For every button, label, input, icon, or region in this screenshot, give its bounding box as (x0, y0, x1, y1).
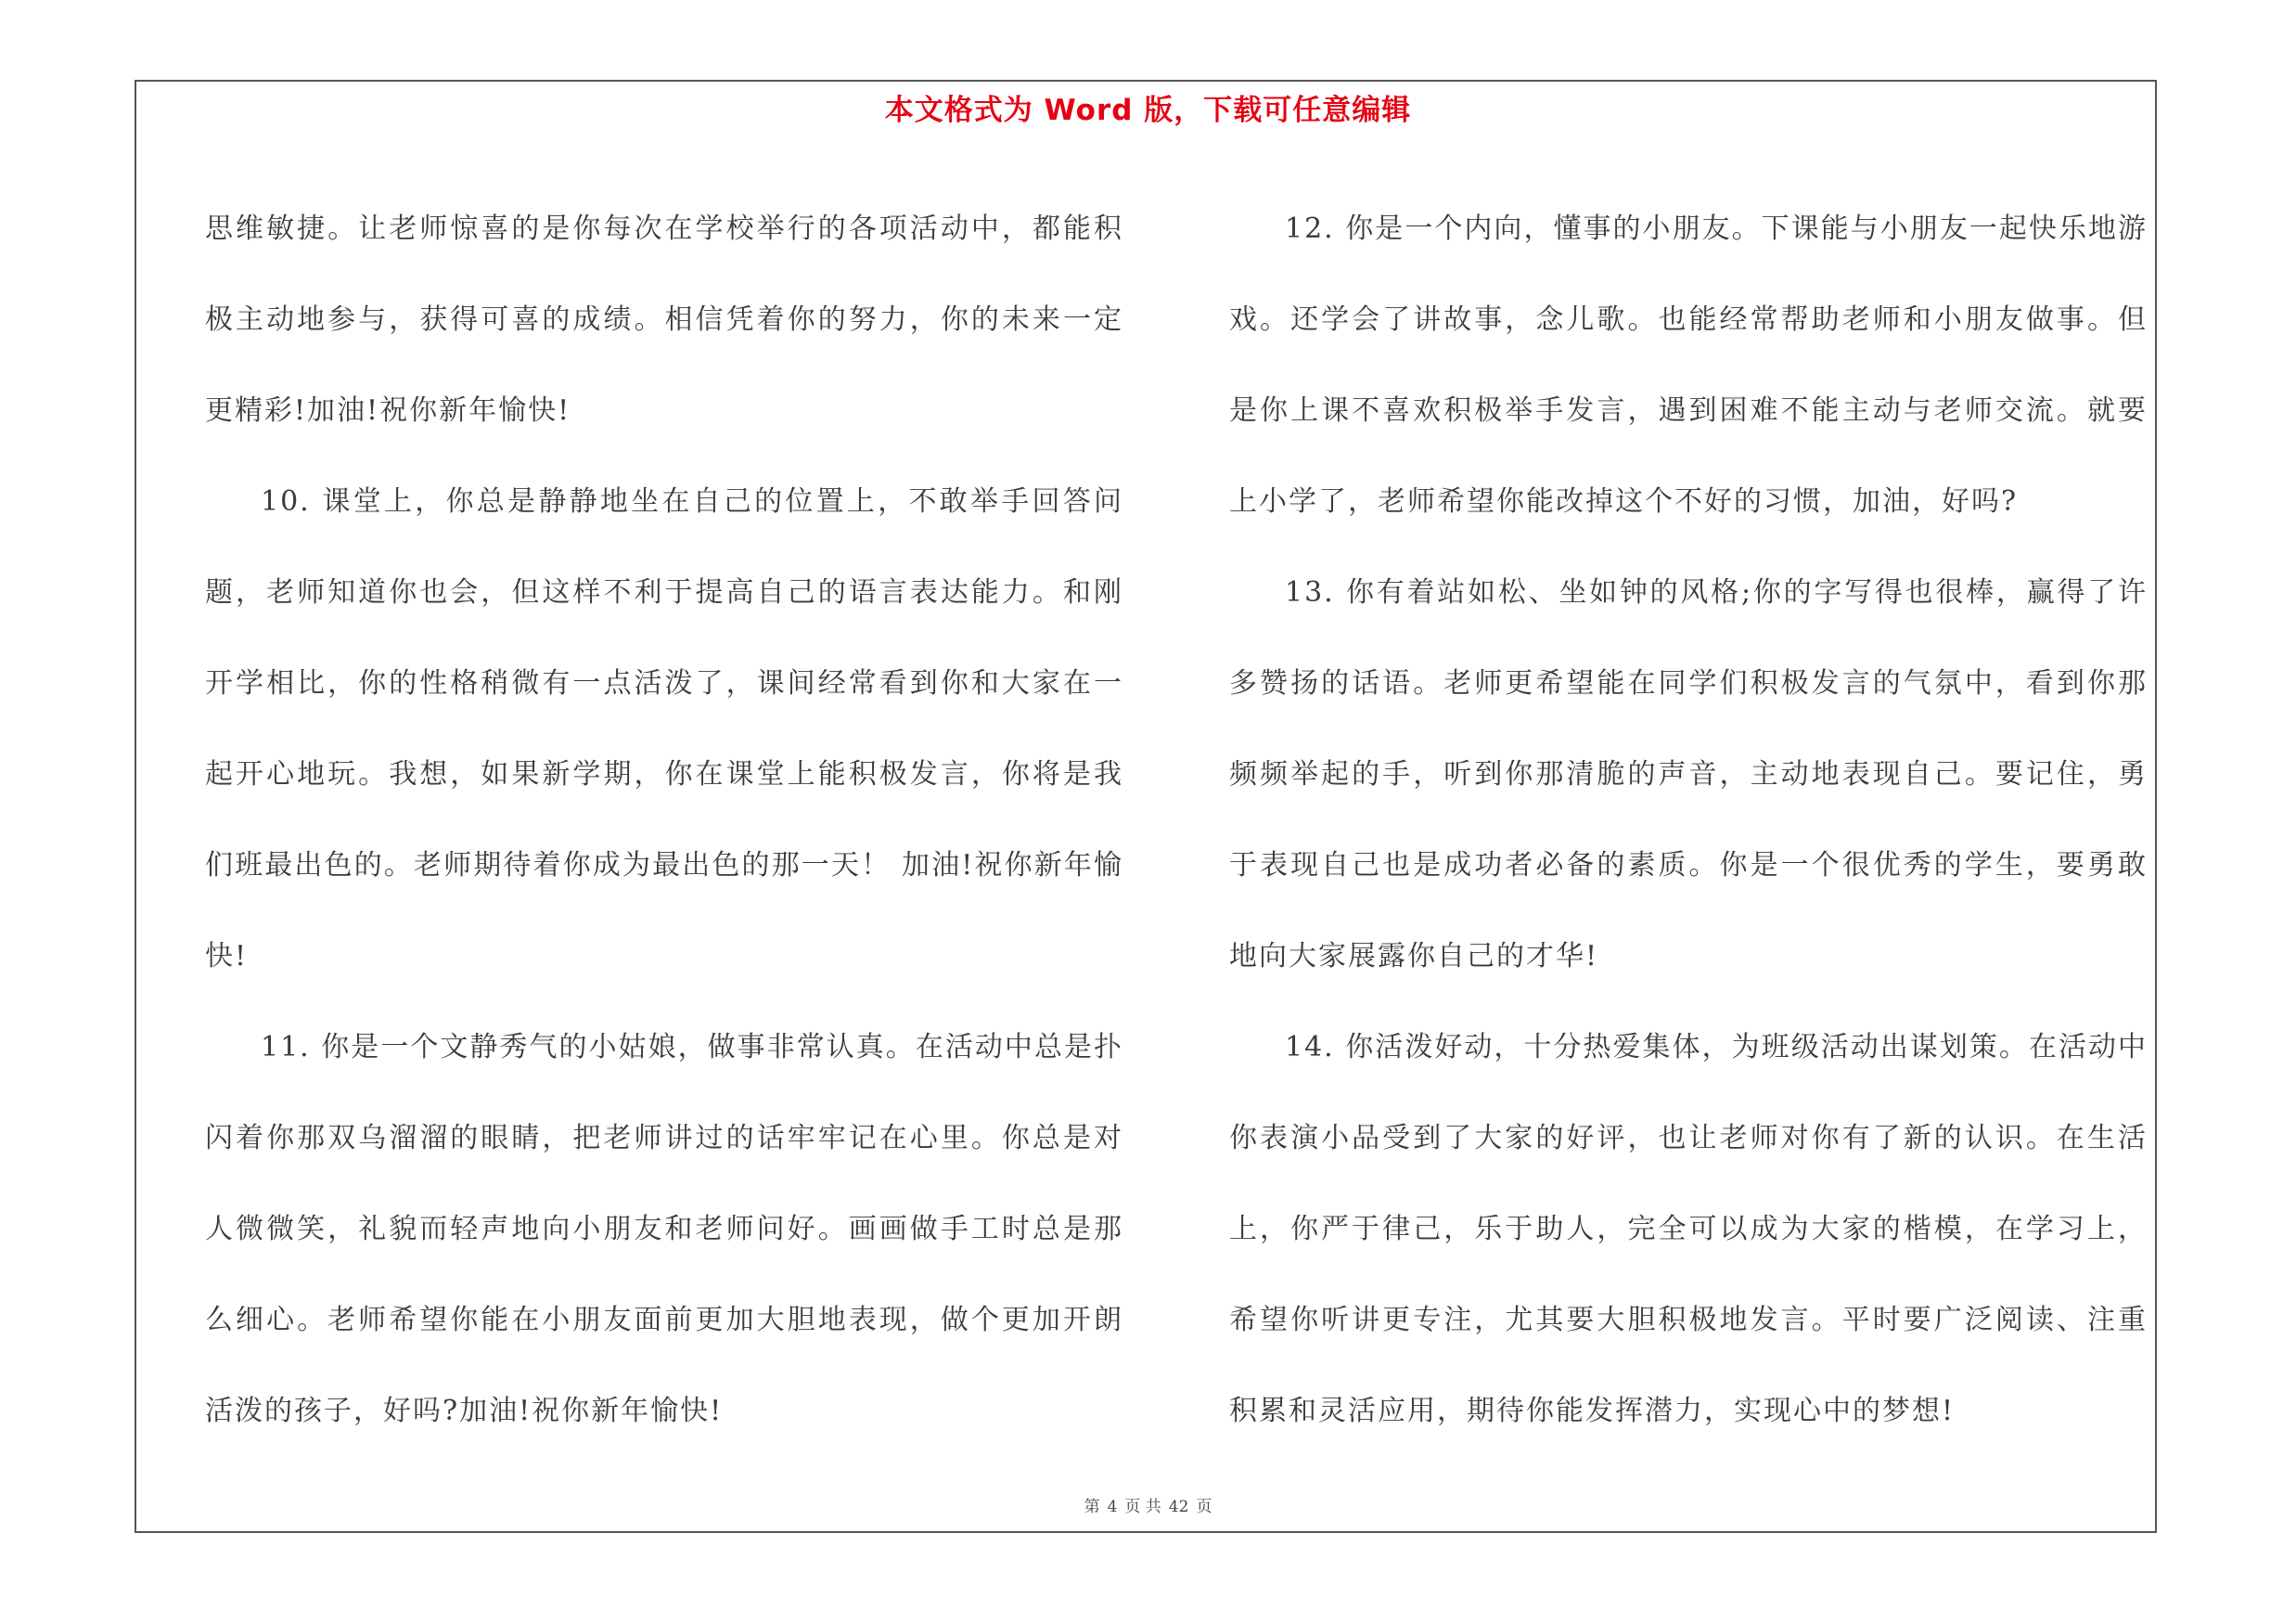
footer-prefix: 第 (1084, 1498, 1100, 1516)
paragraph-item-13: 13. 你有着站如松、坐如钟的风格;你的字写得也很棒，赢得了许多赞扬的话语。老师更希望能在同学们积极发言的气氛中，看到你那频频举起的手，听到你那清脆的声音，主动地表现自己。要记住，勇于表现自己也是成功者必备的素质。你是一个很优秀的学生，要勇敢地向大家展露你自己的才华! (1229, 576, 2148, 973)
paragraph-item-10: 10. 课堂上，你总是静静地坐在自己的位置上，不敢举手回答问题，老师知道你也会，但这样不利于提高自己的语言表达能力。和刚开学相比，你的性格稍微有一点活泼了，课间经常看到你和大家在一起开心地玩。我想，如果新学期，你在课堂上能积极发言，你将是我们班最出色的。老师期待着你成为最出色的那一天！ 加油!祝你新年愉快! (205, 485, 1123, 973)
paragraph-continued: 思维敏捷。让老师惊喜的是你每次在学校举行的各项活动中，都能积极主动地参与，获得可喜的成绩。相信凭着你的努力，你的未来一定更精彩!加油!祝你新年愉快! (205, 213, 1123, 427)
footer-middle: 页 共 (1124, 1498, 1161, 1516)
paragraph-item-12: 12. 你是一个内向，懂事的小朋友。下课能与小朋友一起快乐地游戏。还学会了讲故事，念儿歌。也能经常帮助老师和小朋友做事。但是你上课不喜欢积极举手发言，遇到困难不能主动与老师交流。就要上小学了，老师希望你能改掉这个不好的习惯，加油，好吗? (1229, 213, 2148, 518)
footer-total-pages: 42 (1168, 1498, 1189, 1516)
footer-current-page: 4 (1107, 1498, 1118, 1516)
paragraph-item-14: 14. 你活泼好动，十分热爱集体，为班级活动出谋划策。在活动中你表演小品受到了大家的好评，也让老师对你有了新的认识。在生活上，你严于律己，乐于助人，完全可以成为大家的楷模，在学习上，希望你听讲更专注，尤其要大胆积极地发言。平时要广泛阅读、注重积累和灵活应用，期待你能发挥潜力，实现心中的梦想! (1229, 1031, 2148, 1427)
page-number-footer (0, 1494, 2296, 1520)
document-header-note: 本文格式为 Word 版，下载可任意编辑 (884, 94, 1412, 127)
footer-suffix: 页 (1196, 1498, 1212, 1516)
right-column (1229, 184, 2148, 1457)
left-column (205, 184, 1123, 1457)
paragraph-item-11: 11. 你是一个文静秀气的小姑娘，做事非常认真。在活动中总是扑闪着你那双乌溜溜的眼睛，把老师讲过的话牢牢记在心里。你总是对人微微笑，礼貌而轻声地向小朋友和老师问好。画画做手工时总是那么细心。老师希望你能在小朋友面前更加大胆地表现，做个更加开朗活泼的孩子，好吗?加油!祝你新年愉快! (205, 1031, 1123, 1427)
